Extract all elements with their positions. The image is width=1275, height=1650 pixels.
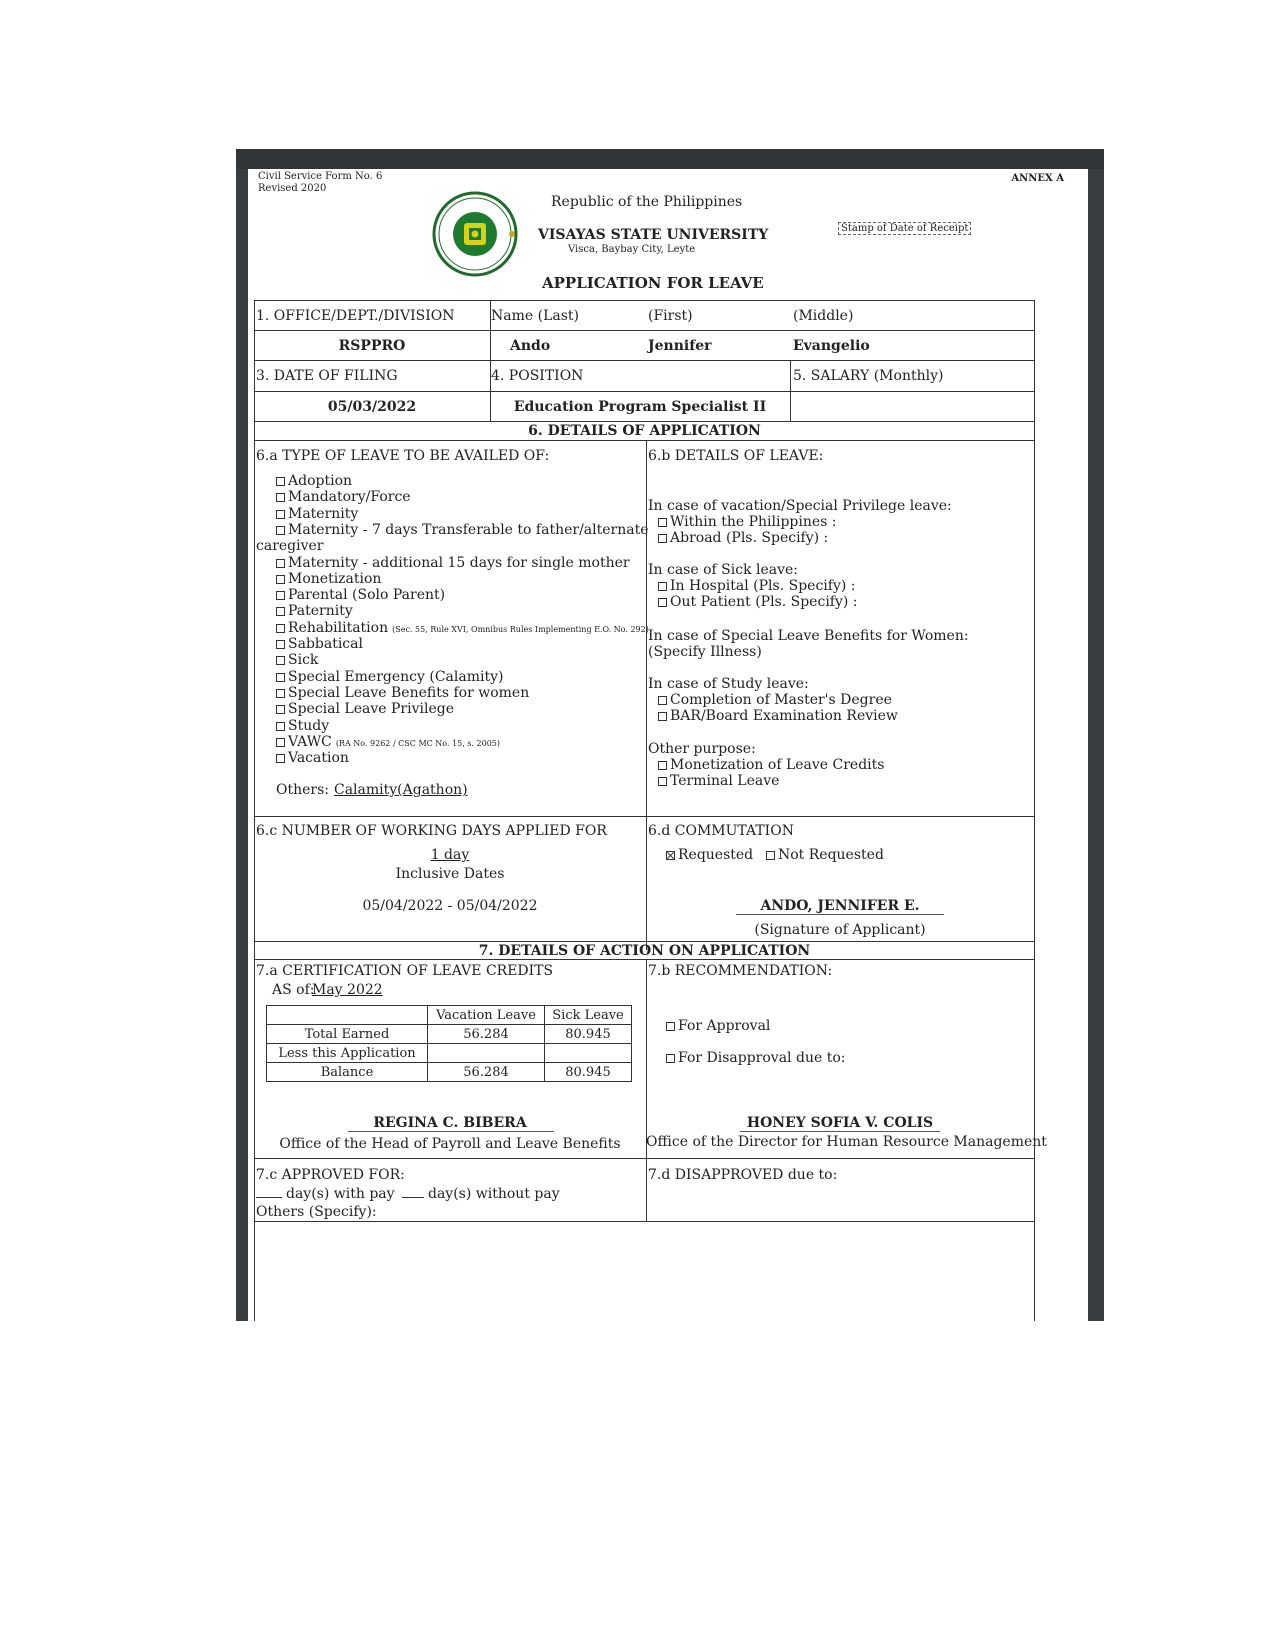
masters-checkbox[interactable]: Completion of Master's Degree	[658, 692, 892, 708]
name-first-label: (First)	[648, 308, 693, 324]
for-approval-checkbox[interactable]: For Approval	[666, 1018, 770, 1034]
recommendation-label: 7.b RECOMMENDATION:	[648, 963, 833, 979]
table-row	[267, 1044, 632, 1063]
leave-type-label: Special Leave Privilege	[288, 701, 454, 718]
applicant-name: ANDO, JENNIFER E.	[760, 898, 920, 914]
leave-type-checkbox[interactable]	[276, 685, 529, 701]
document-viewer	[236, 149, 1104, 1321]
checkbox-icon	[276, 607, 285, 616]
leave-type-note: (RA No. 9262 / CSC MC No. 15, s. 2005)	[335, 738, 500, 748]
leave-type-label-wrap: caregiver	[256, 538, 324, 555]
table-header-row	[267, 1006, 632, 1025]
out-patient-checkbox[interactable]: Out Patient (Pls. Specify) :	[658, 594, 858, 610]
vacation-cell: 56.284	[428, 1025, 545, 1044]
study-heading: In case of Study leave:	[648, 676, 809, 692]
rule	[254, 360, 1035, 361]
university-seal-icon	[432, 191, 518, 277]
leave-type-checkbox[interactable]	[276, 571, 381, 587]
section-6-title: 6. DETAILS OF APPLICATION	[528, 423, 761, 439]
rule	[254, 330, 1035, 331]
rule	[254, 959, 1035, 960]
form-title: APPLICATION FOR LEAVE	[542, 274, 764, 292]
row-label: Less this Application	[267, 1044, 428, 1063]
middle-name-value: Evangelio	[793, 338, 870, 354]
checkbox-icon	[276, 624, 285, 633]
checkbox-icon	[276, 738, 285, 747]
header-cell: Vacation Leave	[428, 1006, 545, 1025]
position-label: 4. POSITION	[491, 368, 584, 384]
leave-type-checkbox[interactable]	[276, 506, 358, 522]
checkbox-icon	[276, 673, 285, 682]
sick-cell: 80.945	[545, 1063, 632, 1082]
leave-type-label: Adoption	[288, 473, 353, 489]
sick-cell: 80.945	[545, 1025, 632, 1044]
rule	[254, 816, 1035, 817]
leave-type-label: VAWC	[288, 733, 332, 750]
vacation-cell	[428, 1044, 545, 1063]
rule	[254, 421, 1035, 422]
header-cell: Sick Leave	[545, 1006, 632, 1025]
without-pay-field: day(s) without pay	[402, 1186, 560, 1202]
rule	[254, 300, 1035, 301]
form-revised: Revised 2020	[258, 183, 327, 194]
women-specify: (Specify Illness)	[648, 644, 762, 660]
table-row	[267, 1063, 632, 1082]
last-name-value: Ando	[510, 338, 551, 354]
checkbox-icon	[276, 640, 285, 649]
vacation-cell: 56.284	[428, 1063, 545, 1082]
as-of-label: AS of:	[272, 982, 315, 998]
as-of-value: May 2022	[312, 982, 383, 998]
leave-type-label: Mandatory/Force	[288, 489, 411, 506]
others-value: Calamity(Agathon)	[334, 782, 468, 798]
republic-text: Republic of the Philippines	[551, 194, 743, 210]
inclusive-dates-value: 05/04/2022 - 05/04/2022	[362, 898, 538, 914]
form-number: Civil Service Form No. 6	[258, 171, 383, 182]
working-days-value: 1 day	[430, 847, 470, 863]
abroad-checkbox[interactable]: Abroad (Pls. Specify) :	[658, 530, 828, 546]
rule	[790, 360, 791, 421]
leave-type-checkbox[interactable]	[276, 555, 630, 571]
leave-type-label: Special Leave Benefits for women	[288, 684, 530, 701]
others-label: Others:	[276, 782, 329, 798]
certifier-name: REGINA C. BIBERA	[373, 1115, 527, 1131]
recommender-office: Office of the Director for Human Resource Management	[646, 1134, 1047, 1150]
sick-cell	[545, 1044, 632, 1063]
leave-type-checkbox[interactable]	[276, 522, 649, 538]
leave-type-checkbox[interactable]	[276, 489, 411, 505]
name-middle-label: (Middle)	[793, 308, 854, 324]
border-right	[1034, 300, 1035, 1321]
signature-line	[348, 1131, 554, 1132]
checkbox-icon	[276, 526, 285, 535]
leave-type-label: Sick	[288, 652, 319, 669]
checkbox-icon	[276, 493, 285, 502]
leave-type-checkbox[interactable]	[276, 718, 329, 734]
leave-type-label: Vacation	[288, 750, 349, 767]
others-specify-label: Others (Specify):	[256, 1204, 377, 1220]
approved-for-label: 7.c APPROVED FOR:	[256, 1167, 405, 1183]
leave-type-label: Maternity	[288, 505, 359, 522]
table-row	[267, 1025, 632, 1044]
rule	[254, 1158, 1035, 1159]
details-of-leave-label: 6.b DETAILS OF LEAVE:	[648, 448, 824, 464]
checkbox-icon	[276, 656, 285, 665]
certification-label: 7.a CERTIFICATION OF LEAVE CREDITS	[256, 963, 554, 979]
requested-checkbox[interactable]: Requested	[666, 847, 753, 863]
office-label: 1. OFFICE/DEPT./DIVISION	[256, 308, 455, 324]
inclusive-dates-label: Inclusive Dates	[395, 866, 505, 882]
leave-type-label: Special Emergency (Calamity)	[288, 668, 504, 685]
viewer-toolbar	[236, 149, 1104, 169]
rule	[254, 440, 1035, 441]
leave-type-checkbox[interactable]	[276, 603, 353, 619]
checkbox-icon	[276, 705, 285, 714]
within-philippines-checkbox[interactable]: Within the Philippines :	[658, 514, 837, 530]
leave-type-checkbox[interactable]	[276, 587, 445, 603]
header-cell	[267, 1006, 428, 1025]
leave-type-note: (Sec. 55, Rule XVI, Omnibus Rules Implementing E.O. No. 292)	[392, 624, 649, 634]
stamp-date-of-receipt: Stamp of Date of Receipt	[838, 219, 971, 237]
leave-type-label: Sabbatical	[288, 636, 363, 652]
rule	[254, 1221, 1035, 1222]
checkbox-icon	[276, 510, 285, 519]
rule	[254, 391, 1035, 392]
monetization-checkbox[interactable]: Monetization of Leave Credits	[658, 757, 884, 773]
terminal-leave-checkbox[interactable]: Terminal Leave	[658, 773, 779, 789]
leave-type-checkbox[interactable]	[276, 669, 503, 685]
with-pay-field: day(s) with pay	[256, 1186, 395, 1202]
leave-type-checkbox[interactable]	[276, 636, 363, 652]
signature-label: (Signature of Applicant)	[754, 922, 926, 938]
leave-type-checkbox[interactable]	[276, 750, 349, 766]
leave-type-checkbox[interactable]	[276, 652, 318, 668]
checkbox-icon	[276, 722, 285, 731]
row-label: Balance	[267, 1063, 428, 1082]
date-filing-label: 3. DATE OF FILING	[256, 368, 398, 384]
leave-type-label: Study	[288, 717, 330, 734]
rule	[646, 440, 647, 950]
other-purpose-heading: Other purpose:	[648, 741, 756, 757]
salary-label: 5. SALARY (Monthly)	[793, 368, 944, 384]
leave-type-checkbox[interactable]	[276, 473, 352, 489]
date-filing-value: 05/03/2022	[327, 399, 417, 415]
certifier-office: Office of the Head of Payroll and Leave Benefits	[279, 1136, 621, 1152]
university-address: Visca, Baybay City, Leyte	[568, 244, 696, 255]
disapproved-label: 7.d DISAPPROVED due to:	[648, 1167, 838, 1183]
checkbox-icon	[276, 591, 285, 600]
women-heading: In case of Special Leave Benefits for Women:	[648, 628, 969, 644]
first-name-value: Jennifer	[648, 338, 712, 354]
checkbox-icon	[276, 477, 285, 486]
office-value: RSPPRO	[338, 338, 406, 354]
row-label: Total Earned	[267, 1025, 428, 1044]
leave-type-label: Monetization	[288, 570, 382, 587]
leave-type-label: 6.a TYPE OF LEAVE TO BE AVAILED OF:	[256, 448, 550, 464]
leave-type-label: Maternity - additional 15 days for single mother	[288, 554, 630, 571]
checkbox-icon	[276, 575, 285, 584]
checkbox-icon	[276, 689, 285, 698]
signature-line	[736, 914, 944, 915]
vacation-heading: In case of vacation/Special Privilege leave:	[648, 498, 952, 514]
document-page	[248, 169, 1088, 1321]
for-disapproval-checkbox[interactable]: For Disapproval due to:	[666, 1050, 845, 1066]
leave-credits-table	[266, 1005, 632, 1082]
section-7-title: 7. DETAILS OF ACTION ON APPLICATION	[478, 943, 811, 959]
leave-type-checkbox[interactable]	[276, 734, 500, 752]
recommender-name: HONEY SOFIA V. COLIS	[746, 1115, 934, 1131]
university-name: VISAYAS STATE UNIVERSITY	[538, 227, 769, 243]
name-last-label: Name (Last)	[491, 308, 579, 324]
signature-line	[740, 1131, 940, 1132]
rule	[646, 959, 647, 1221]
rule	[254, 941, 1035, 942]
commutation-label: 6.d COMMUTATION	[648, 823, 794, 839]
leave-type-label: Parental (Solo Parent)	[288, 587, 446, 604]
checkbox-icon	[276, 559, 285, 568]
working-days-label: 6.c NUMBER OF WORKING DAYS APPLIED FOR	[256, 823, 607, 839]
sick-heading: In case of Sick leave:	[648, 562, 799, 578]
checkbox-icon	[276, 754, 285, 763]
leave-type-label: Maternity - 7 days Transferable to father/alternate	[288, 521, 649, 538]
leave-type-checkbox[interactable]	[276, 701, 454, 717]
border-left	[254, 300, 255, 1321]
annex-label: ANNEX A	[1011, 173, 1064, 184]
in-hospital-checkbox[interactable]: In Hospital (Pls. Specify) :	[658, 578, 855, 594]
leave-type-label: Rehabilitation	[288, 619, 389, 636]
leave-type-label: Paternity	[288, 603, 353, 620]
leave-type-checkbox[interactable]	[276, 620, 649, 638]
not-requested-checkbox[interactable]: Not Requested	[766, 847, 884, 863]
bar-review-checkbox[interactable]: BAR/Board Examination Review	[658, 708, 898, 724]
position-value: Education Program Specialist II	[513, 399, 767, 415]
